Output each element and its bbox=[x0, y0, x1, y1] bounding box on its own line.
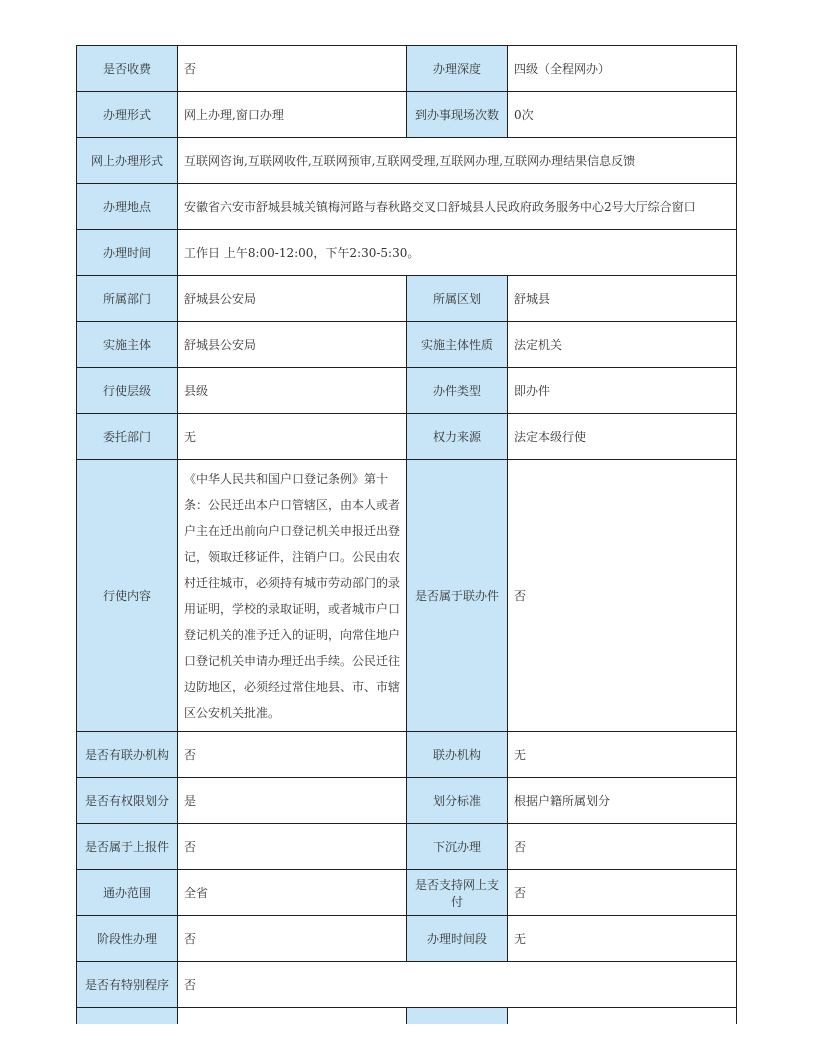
table-row bbox=[77, 414, 737, 460]
value-hours: 工作日 上午8:00-12:00，下午2:30-5:30。 bbox=[178, 230, 737, 276]
label-fee: 是否收费 bbox=[77, 46, 178, 92]
value-online-form: 互联网咨询,互联网收件,互联网预审,互联网受理,互联网办理,互联网办理结果信息反馈 bbox=[178, 138, 737, 184]
label-sink-handling: 下沉办理 bbox=[407, 824, 508, 870]
value-time-period: 无 bbox=[508, 916, 737, 962]
value-special-procedure: 否 bbox=[178, 962, 737, 1008]
label-time-period: 办理时间段 bbox=[407, 916, 508, 962]
label-location: 办理地点 bbox=[77, 184, 178, 230]
label-content: 行使内容 bbox=[77, 460, 178, 732]
value-has-joint-org: 否 bbox=[178, 732, 407, 778]
label-department: 所属部门 bbox=[77, 276, 178, 322]
label-case-type: 办件类型 bbox=[407, 368, 508, 414]
table-row-continued bbox=[77, 1008, 737, 1024]
value-level: 县级 bbox=[178, 368, 407, 414]
value-department: 舒城县公安局 bbox=[178, 276, 407, 322]
label-cell-continued bbox=[77, 1008, 178, 1024]
label-service-scope: 通办范围 bbox=[77, 870, 178, 916]
label-division-standard: 划分标准 bbox=[407, 778, 508, 824]
value-division-standard: 根据户籍所属划分 bbox=[508, 778, 737, 824]
label-online-form: 网上办理形式 bbox=[77, 138, 178, 184]
value-joint-case: 否 bbox=[508, 460, 737, 732]
label-has-joint-org: 是否有联办机构 bbox=[77, 732, 178, 778]
table-row bbox=[77, 322, 737, 368]
label-hours: 办理时间 bbox=[77, 230, 178, 276]
value-authority-division: 是 bbox=[178, 778, 407, 824]
label-special-procedure: 是否有特别程序 bbox=[77, 962, 178, 1008]
value-joint-org: 无 bbox=[508, 732, 737, 778]
value-visits: 0次 bbox=[508, 92, 737, 138]
label-report-case: 是否属于上报件 bbox=[77, 824, 178, 870]
label-cell-continued bbox=[407, 1008, 508, 1024]
value-location: 安徽省六安市舒城县城关镇梅河路与春秋路交叉口舒城县人民政府政务服务中心2号大厅综合窗口 bbox=[178, 184, 737, 230]
label-staged: 阶段性办理 bbox=[77, 916, 178, 962]
table-row bbox=[77, 138, 737, 184]
service-info-table bbox=[76, 45, 737, 1024]
table-row bbox=[77, 916, 737, 962]
table-row bbox=[77, 230, 737, 276]
value-case-type: 即办件 bbox=[508, 368, 737, 414]
table-row bbox=[77, 824, 737, 870]
value-online-payment: 否 bbox=[508, 870, 737, 916]
label-visits: 到办事现场次数 bbox=[407, 92, 508, 138]
table-row bbox=[77, 732, 737, 778]
label-level: 行使层级 bbox=[77, 368, 178, 414]
value-content: 《中华人民共和国户口登记条例》第十条：公民迁出本户口管辖区，由本人或者户主在迁出前向户口登记机关申报迁出登记，领取迁移证件，注销户口。公民由农村迁往城市，必须持有城市劳动部门的录用证明，学校的录取证明，或者城市户口登记机关的准予迁入的证明，向常住地户口登记机关申请办理迁出手续。公民迁往边防地区，必须经过常住地县、市、市辖区公安机关批准。 bbox=[178, 460, 407, 732]
value-depth: 四级（全程网办） bbox=[508, 46, 737, 92]
table-row bbox=[77, 460, 737, 732]
value-service-scope: 全省 bbox=[178, 870, 407, 916]
label-subject: 实施主体 bbox=[77, 322, 178, 368]
value-subject-nature: 法定机关 bbox=[508, 322, 737, 368]
value-staged: 否 bbox=[178, 916, 407, 962]
table-row bbox=[77, 368, 737, 414]
label-subject-nature: 实施主体性质 bbox=[407, 322, 508, 368]
table-row bbox=[77, 46, 737, 92]
label-region: 所属区划 bbox=[407, 276, 508, 322]
value-form: 网上办理,窗口办理 bbox=[178, 92, 407, 138]
table-row bbox=[77, 962, 737, 1008]
table-row bbox=[77, 92, 737, 138]
label-power-source: 权力来源 bbox=[407, 414, 508, 460]
label-depth: 办理深度 bbox=[407, 46, 508, 92]
value-fee: 否 bbox=[178, 46, 407, 92]
label-entrusted-dept: 委托部门 bbox=[77, 414, 178, 460]
label-authority-division: 是否有权限划分 bbox=[77, 778, 178, 824]
value-region: 舒城县 bbox=[508, 276, 737, 322]
table-row bbox=[77, 184, 737, 230]
value-subject: 舒城县公安局 bbox=[178, 322, 407, 368]
label-form: 办理形式 bbox=[77, 92, 178, 138]
value-cell-continued bbox=[508, 1008, 737, 1024]
table-row bbox=[77, 870, 737, 916]
value-entrusted-dept: 无 bbox=[178, 414, 407, 460]
label-joint-org: 联办机构 bbox=[407, 732, 508, 778]
value-report-case: 否 bbox=[178, 824, 407, 870]
label-joint-case: 是否属于联办件 bbox=[407, 460, 508, 732]
label-online-payment: 是否支持网上支付 bbox=[407, 870, 508, 916]
value-cell-continued bbox=[178, 1008, 407, 1024]
table-row bbox=[77, 778, 737, 824]
table-row bbox=[77, 276, 737, 322]
value-power-source: 法定本级行使 bbox=[508, 414, 737, 460]
value-sink-handling: 否 bbox=[508, 824, 737, 870]
